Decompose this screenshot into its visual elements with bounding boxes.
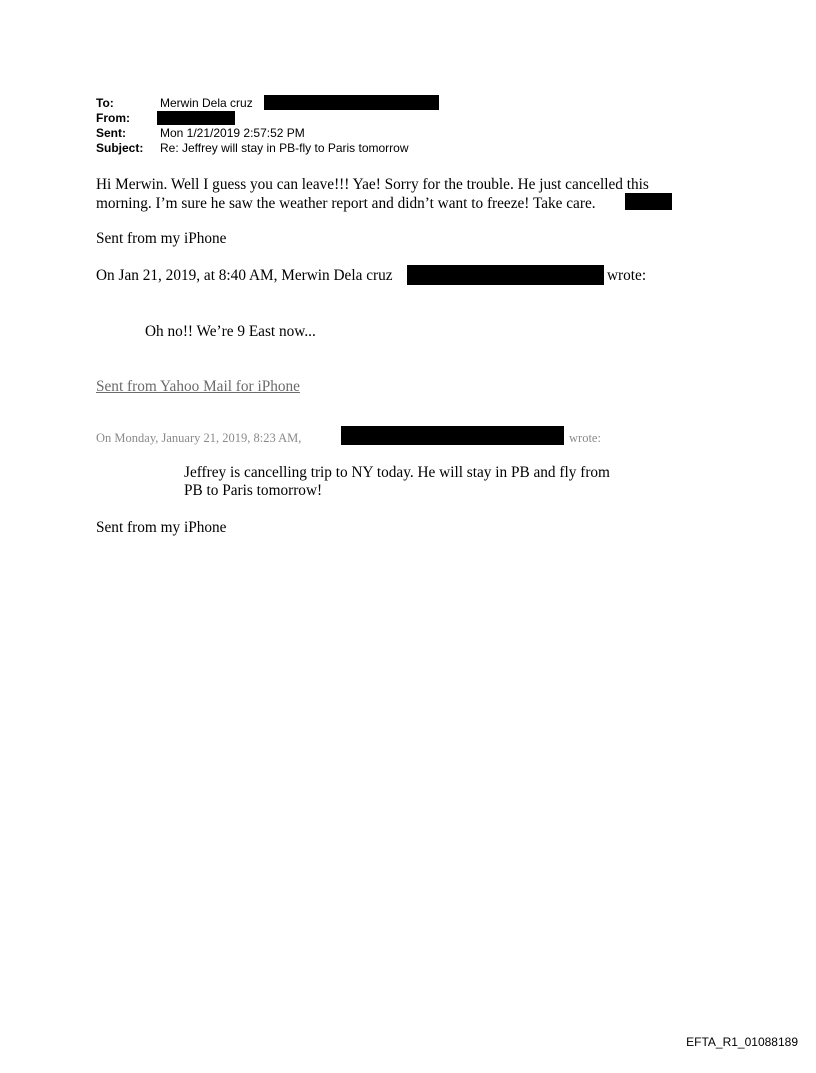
quote1-intro: On Jan 21, 2019, at 8:40 AM, Merwin Dela cruz — [96, 267, 393, 284]
redaction-to — [264, 95, 439, 110]
signature-1: Sent from my iPhone — [96, 230, 227, 247]
redaction-quote2-sender — [341, 426, 564, 445]
quote1-text: Oh no!! We’re 9 East now... — [145, 323, 316, 340]
quote2-wrote: wrote: — [569, 431, 601, 445]
body-line-1: Hi Merwin. Well I guess you can leave!!! Yae! Sorry for the trouble. He just cancelled this — [96, 176, 649, 193]
subject-value: Re: Jeffrey will stay in PB-fly to Paris tomorrow — [160, 141, 409, 155]
quote2-line-1: Jeffrey is cancelling trip to NY today. He will stay in PB and fly from — [184, 464, 610, 481]
document-id: EFTA_R1_01088189 — [686, 1035, 798, 1049]
redaction-quote1-email — [407, 265, 604, 285]
quote2-line-2: PB to Paris tomorrow! — [184, 482, 323, 499]
signature-2: Sent from my iPhone — [96, 519, 227, 536]
body-line-2: morning. I’m sure he saw the weather report and didn’t want to freeze! Take care. — [96, 195, 596, 212]
sent-label: Sent: — [96, 126, 126, 140]
subject-label: Subject: — [96, 141, 144, 155]
redaction-signature — [625, 193, 672, 210]
quote2-intro: On Monday, January 21, 2019, 8:23 AM, — [96, 431, 302, 445]
yahoo-mail-link[interactable]: Sent from Yahoo Mail for iPhone — [96, 378, 300, 395]
to-value: Merwin Dela cruz — [160, 96, 253, 110]
sent-value: Mon 1/21/2019 2:57:52 PM — [160, 126, 305, 140]
quote1-wrote: wrote: — [607, 267, 647, 284]
redaction-from — [157, 111, 235, 125]
to-label: To: — [96, 96, 114, 110]
from-label: From: — [96, 111, 130, 125]
